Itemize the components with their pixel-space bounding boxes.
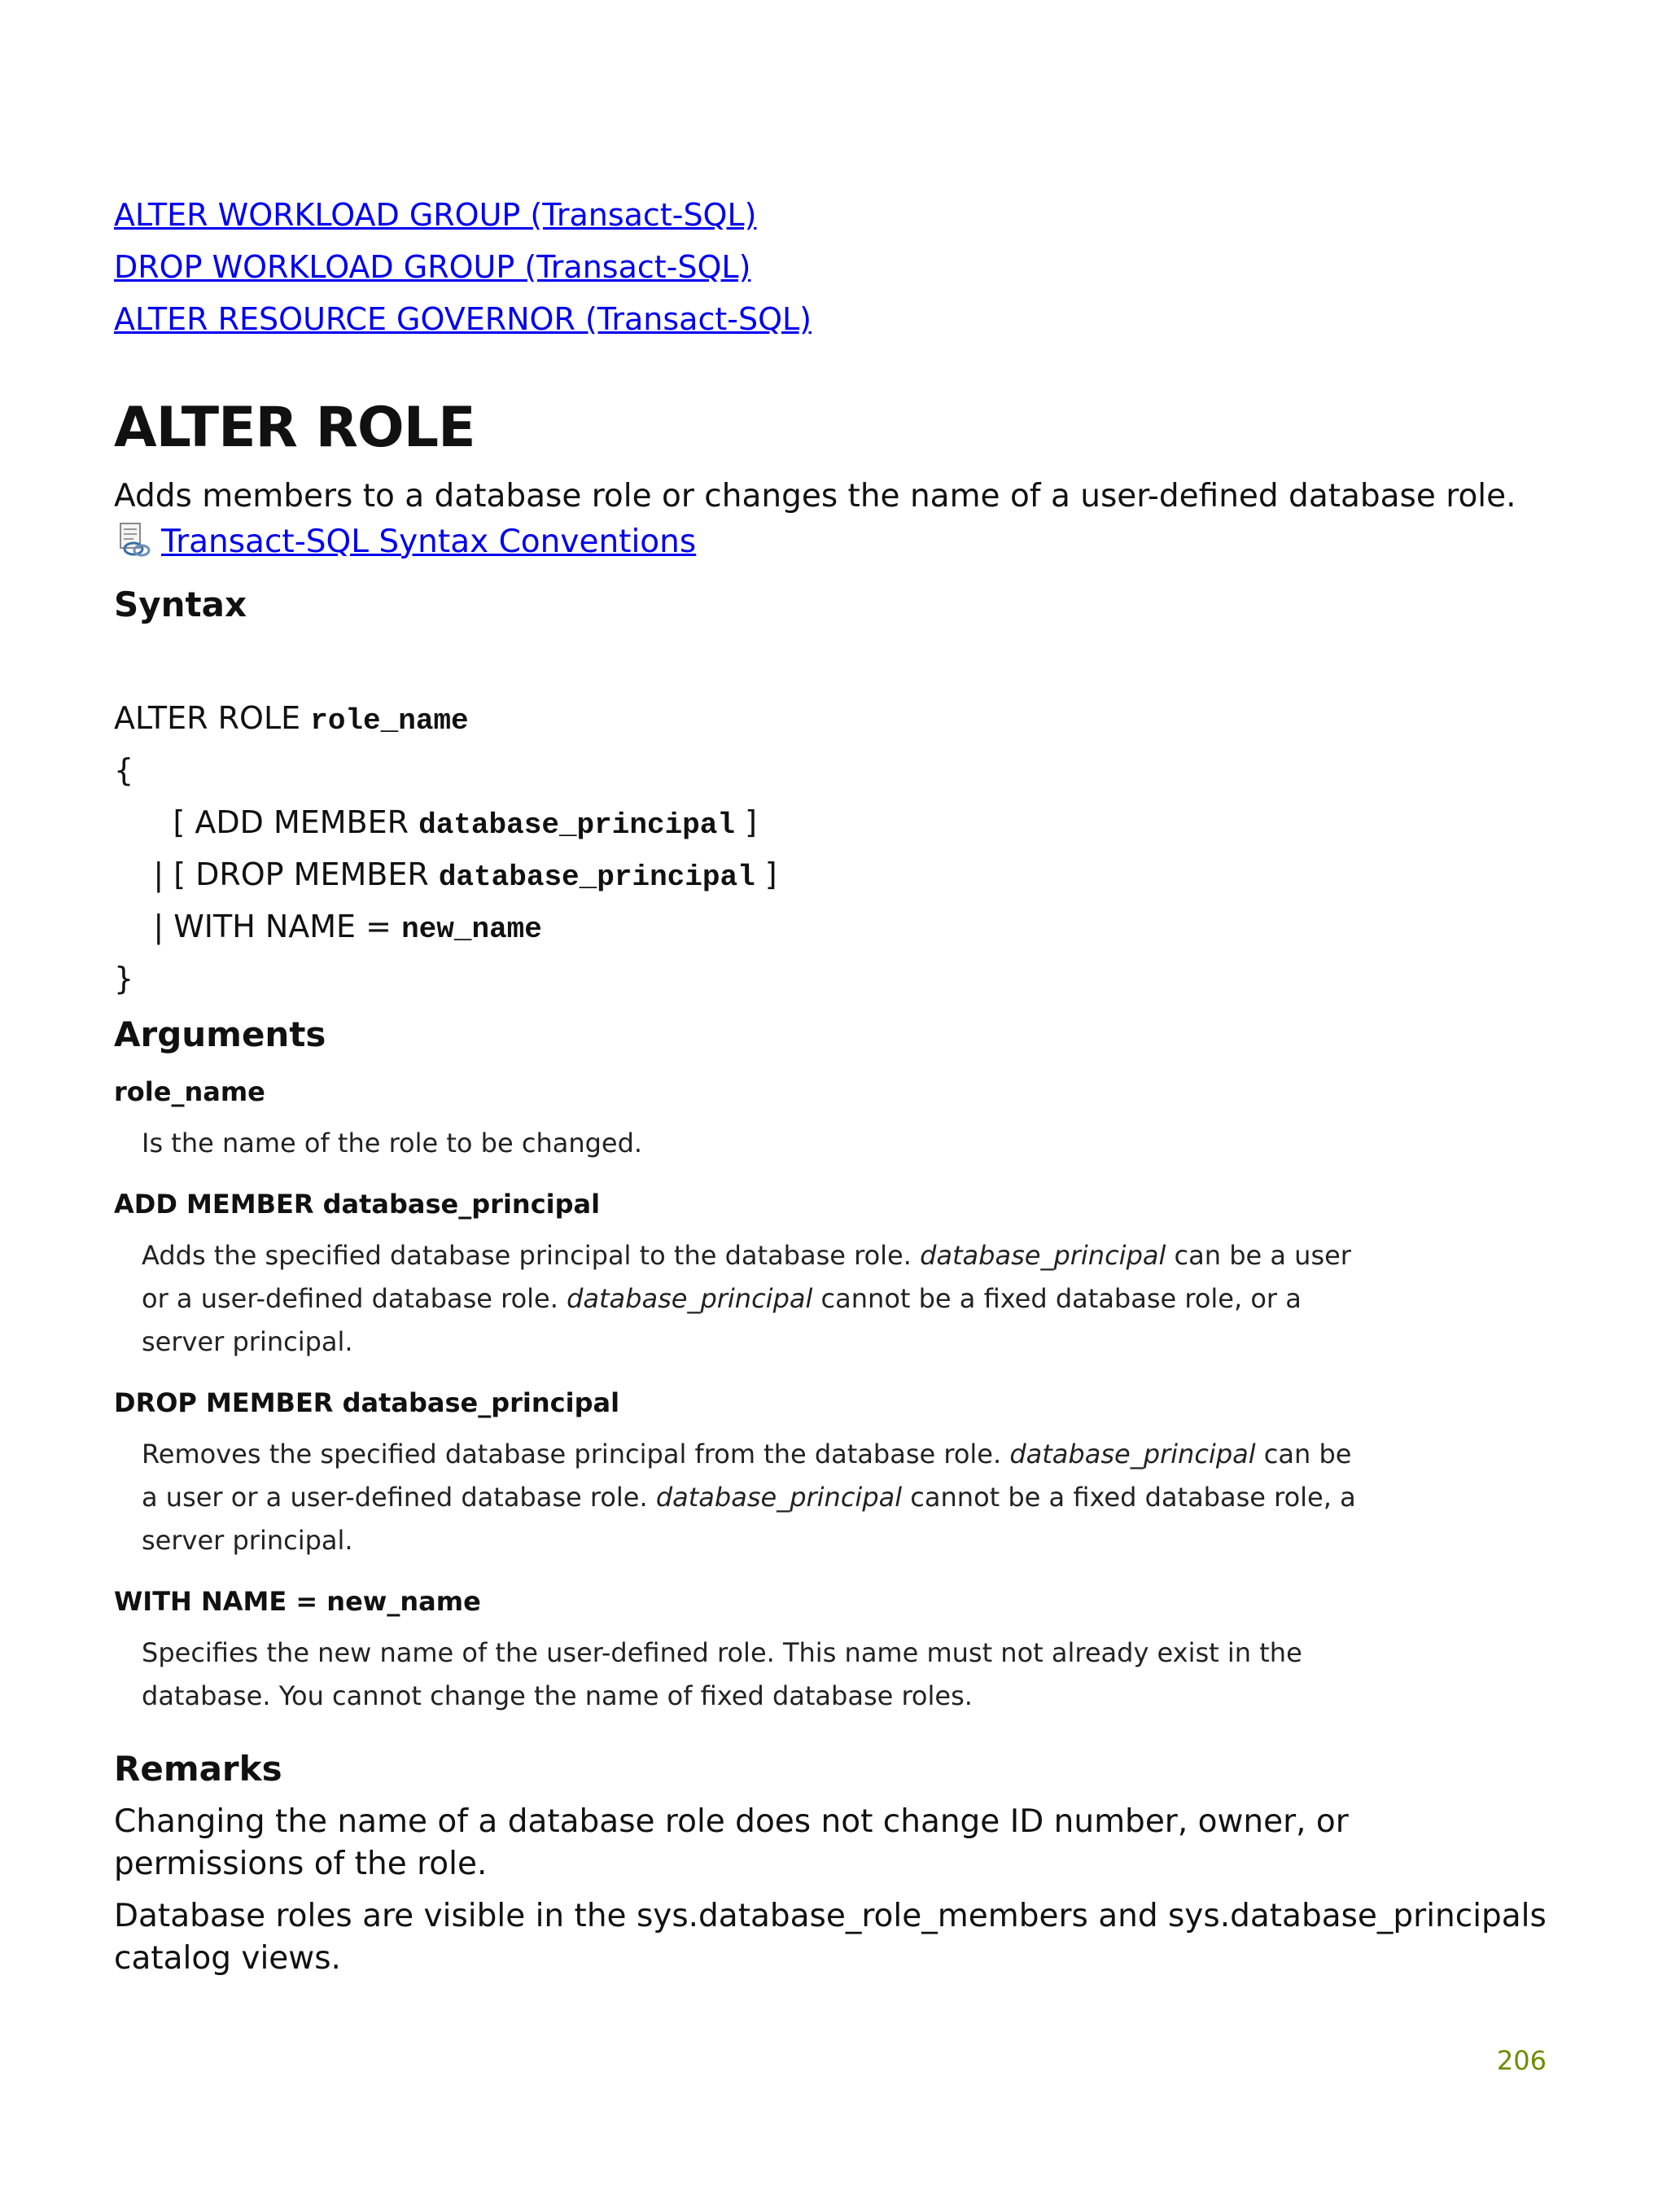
arg-desc-role-name: Is the name of the role to be changed. [142, 1128, 643, 1159]
syntax-line [114, 796, 777, 848]
syntax-line: } [114, 961, 134, 996]
syntax-line [114, 900, 777, 953]
syntax-keyword: | [ DROP MEMBER [114, 856, 439, 892]
syntax-bracket: ] [755, 856, 777, 892]
arg-term-add-member: ADD MEMBER database_principal [114, 1189, 601, 1220]
syntax-heading: Syntax [114, 585, 247, 624]
desc-text: can be a user or a user-defined database role. [142, 1439, 1352, 1513]
conventions-link[interactable]: Transact-SQL Syntax Conventions [161, 523, 697, 560]
link-alter-workload-group[interactable]: ALTER WORKLOAD GROUP (Transact-SQL) [114, 197, 757, 233]
arg-desc-add-member [142, 1234, 1371, 1364]
arg-term-drop-member: DROP MEMBER database_principal [114, 1387, 620, 1418]
syntax-param: new_name [401, 913, 542, 946]
desc-italic: database_principal [567, 1283, 813, 1314]
arg-desc-drop-member [142, 1433, 1371, 1562]
arg-term-role-name: role_name [114, 1076, 265, 1107]
link-alter-resource-governor[interactable]: ALTER RESOURCE GOVERNOR (Transact-SQL) [114, 301, 812, 337]
desc-text: can be a user or a user-defined database role. [142, 1240, 1351, 1314]
syntax-keyword: ALTER ROLE [114, 700, 311, 736]
syntax-line [114, 848, 777, 900]
related-links [114, 189, 812, 345]
syntax-param: role_name [310, 704, 469, 738]
syntax-block [114, 692, 777, 1005]
document-link-icon [114, 521, 161, 562]
desc-italic: database_principal [920, 1240, 1166, 1271]
remarks-heading: Remarks [114, 1749, 282, 1789]
desc-italic: database_principal [655, 1482, 903, 1513]
desc-text: Adds the specified database principal to the database role. [142, 1240, 921, 1271]
syntax-line [114, 692, 777, 744]
conventions-row [114, 521, 696, 562]
syntax-keyword: [ ADD MEMBER [114, 804, 419, 840]
summary-text: Adds members to a database role or changes the name of a user-defined database role. [114, 478, 1516, 515]
desc-text: Removes the specified database principal from the database role. [142, 1439, 1010, 1470]
syntax-bracket: ] [735, 804, 757, 840]
arguments-heading: Arguments [114, 1014, 326, 1054]
syntax-param: database_principal [418, 808, 735, 842]
arg-term-with-name: WITH NAME = new_name [114, 1586, 481, 1617]
page-number: 206 [1496, 2045, 1547, 2076]
desc-italic: database_principal [1009, 1439, 1256, 1470]
page-title: ALTER ROLE [114, 396, 475, 460]
desc-text: cannot be a fixed database role, a server principal. [142, 1482, 1356, 1556]
arg-desc-with-name: Specifies the new name of the user-defined role. This name must not already exist in the database. You cannot change the name of fixed database roles. [142, 1637, 1302, 1711]
remark-paragraph: Database roles are visible in the sys.database_role_members and sys.database_principals catalog views. [114, 1898, 1547, 1977]
desc-text: cannot be a fixed database role, or a server principal. [142, 1283, 1302, 1357]
link-drop-workload-group[interactable]: DROP WORKLOAD GROUP (Transact-SQL) [114, 249, 751, 285]
remark-paragraph: Changing the name of a database role does not change ID number, owner, or permissions of the role. [114, 1803, 1349, 1882]
syntax-keyword: | WITH NAME = [114, 909, 402, 944]
syntax-line: { [114, 752, 134, 788]
syntax-param: database_principal [438, 861, 755, 894]
